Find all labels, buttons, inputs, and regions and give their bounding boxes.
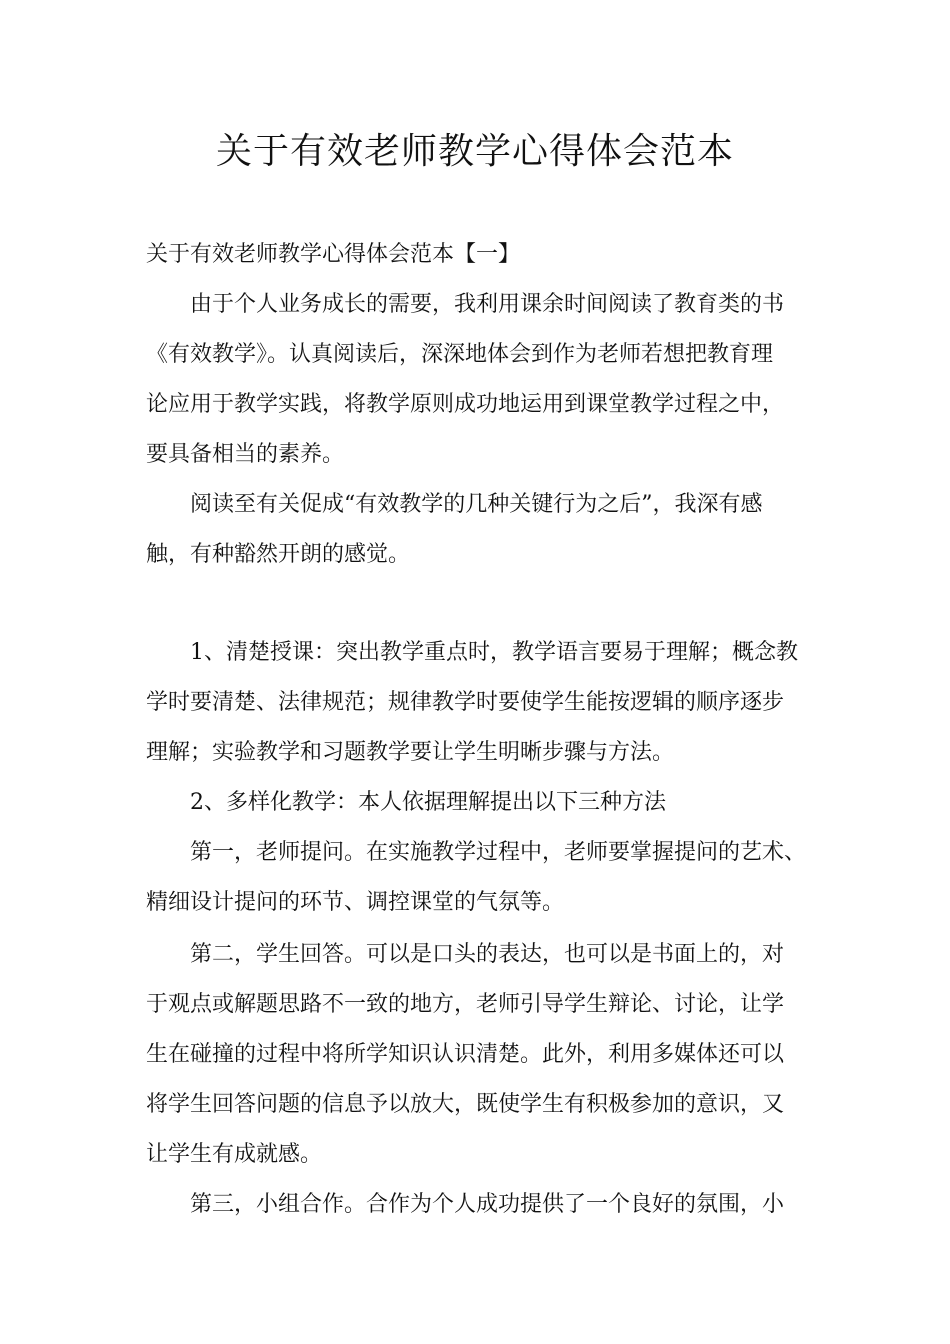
paragraph-line: 阅读至有关促成“有效教学的几种关键行为之后”，我深有感 bbox=[190, 492, 763, 517]
paragraph-line: 第三，小组合作。合作为个人成功提供了一个良好的氛围，小 bbox=[190, 1192, 785, 1217]
paragraph-line: 精细设计提问的环节、调控课堂的气氛等。 bbox=[146, 890, 565, 915]
paragraph-line: 将学生回答问题的信息予以放大，既使学生有积极参加的意识，又 bbox=[146, 1092, 785, 1117]
paragraph-line: 由于个人业务成长的需要，我利用课余时间阅读了教育类的书 bbox=[190, 292, 785, 317]
paragraph-line: 让学生有成就感。 bbox=[146, 1142, 323, 1167]
paragraph-line: 生在碰撞的过程中将所学知识认识清楚。此外，利用多媒体还可以 bbox=[146, 1042, 785, 1067]
paragraph-line: 于观点或解题思路不一致的地方，老师引导学生辩论、讨论，让学 bbox=[146, 992, 785, 1017]
paragraph-line: 理解；实验教学和习题教学要让学生明晰步骤与方法。 bbox=[146, 740, 675, 765]
paragraph-line: 第二，学生回答。可以是口头的表达，也可以是书面上的，对 bbox=[190, 942, 785, 967]
paragraph-line: 论应用于教学实践，将教学原则成功地运用到课堂教学过程之中， bbox=[146, 392, 785, 417]
document-title: 关于有效老师教学心得体会范本 bbox=[215, 131, 734, 172]
paragraph-line: 学时要清楚、法律规范；规律教学时要使学生能按逻辑的顺序逐步 bbox=[146, 690, 785, 715]
section-heading: 关于有效老师教学心得体会范本【一】 bbox=[146, 242, 521, 267]
paragraph-line: 第一，老师提问。在实施教学过程中，老师要掌握提问的艺术、 bbox=[190, 840, 807, 865]
paragraph-line: 1、清楚授课：突出教学重点时，教学语言要易于理解；概念教 bbox=[190, 640, 798, 665]
paragraph-line: 触，有种豁然开朗的感觉。 bbox=[146, 542, 411, 567]
paragraph-line: 2、多样化教学：本人依据理解提出以下三种方法 bbox=[190, 790, 666, 815]
paragraph-line: 《有效教学》。认真阅读后，深深地体会到作为老师若想把教育理 bbox=[146, 342, 774, 367]
paragraph-line: 要具备相当的素养。 bbox=[146, 442, 345, 467]
